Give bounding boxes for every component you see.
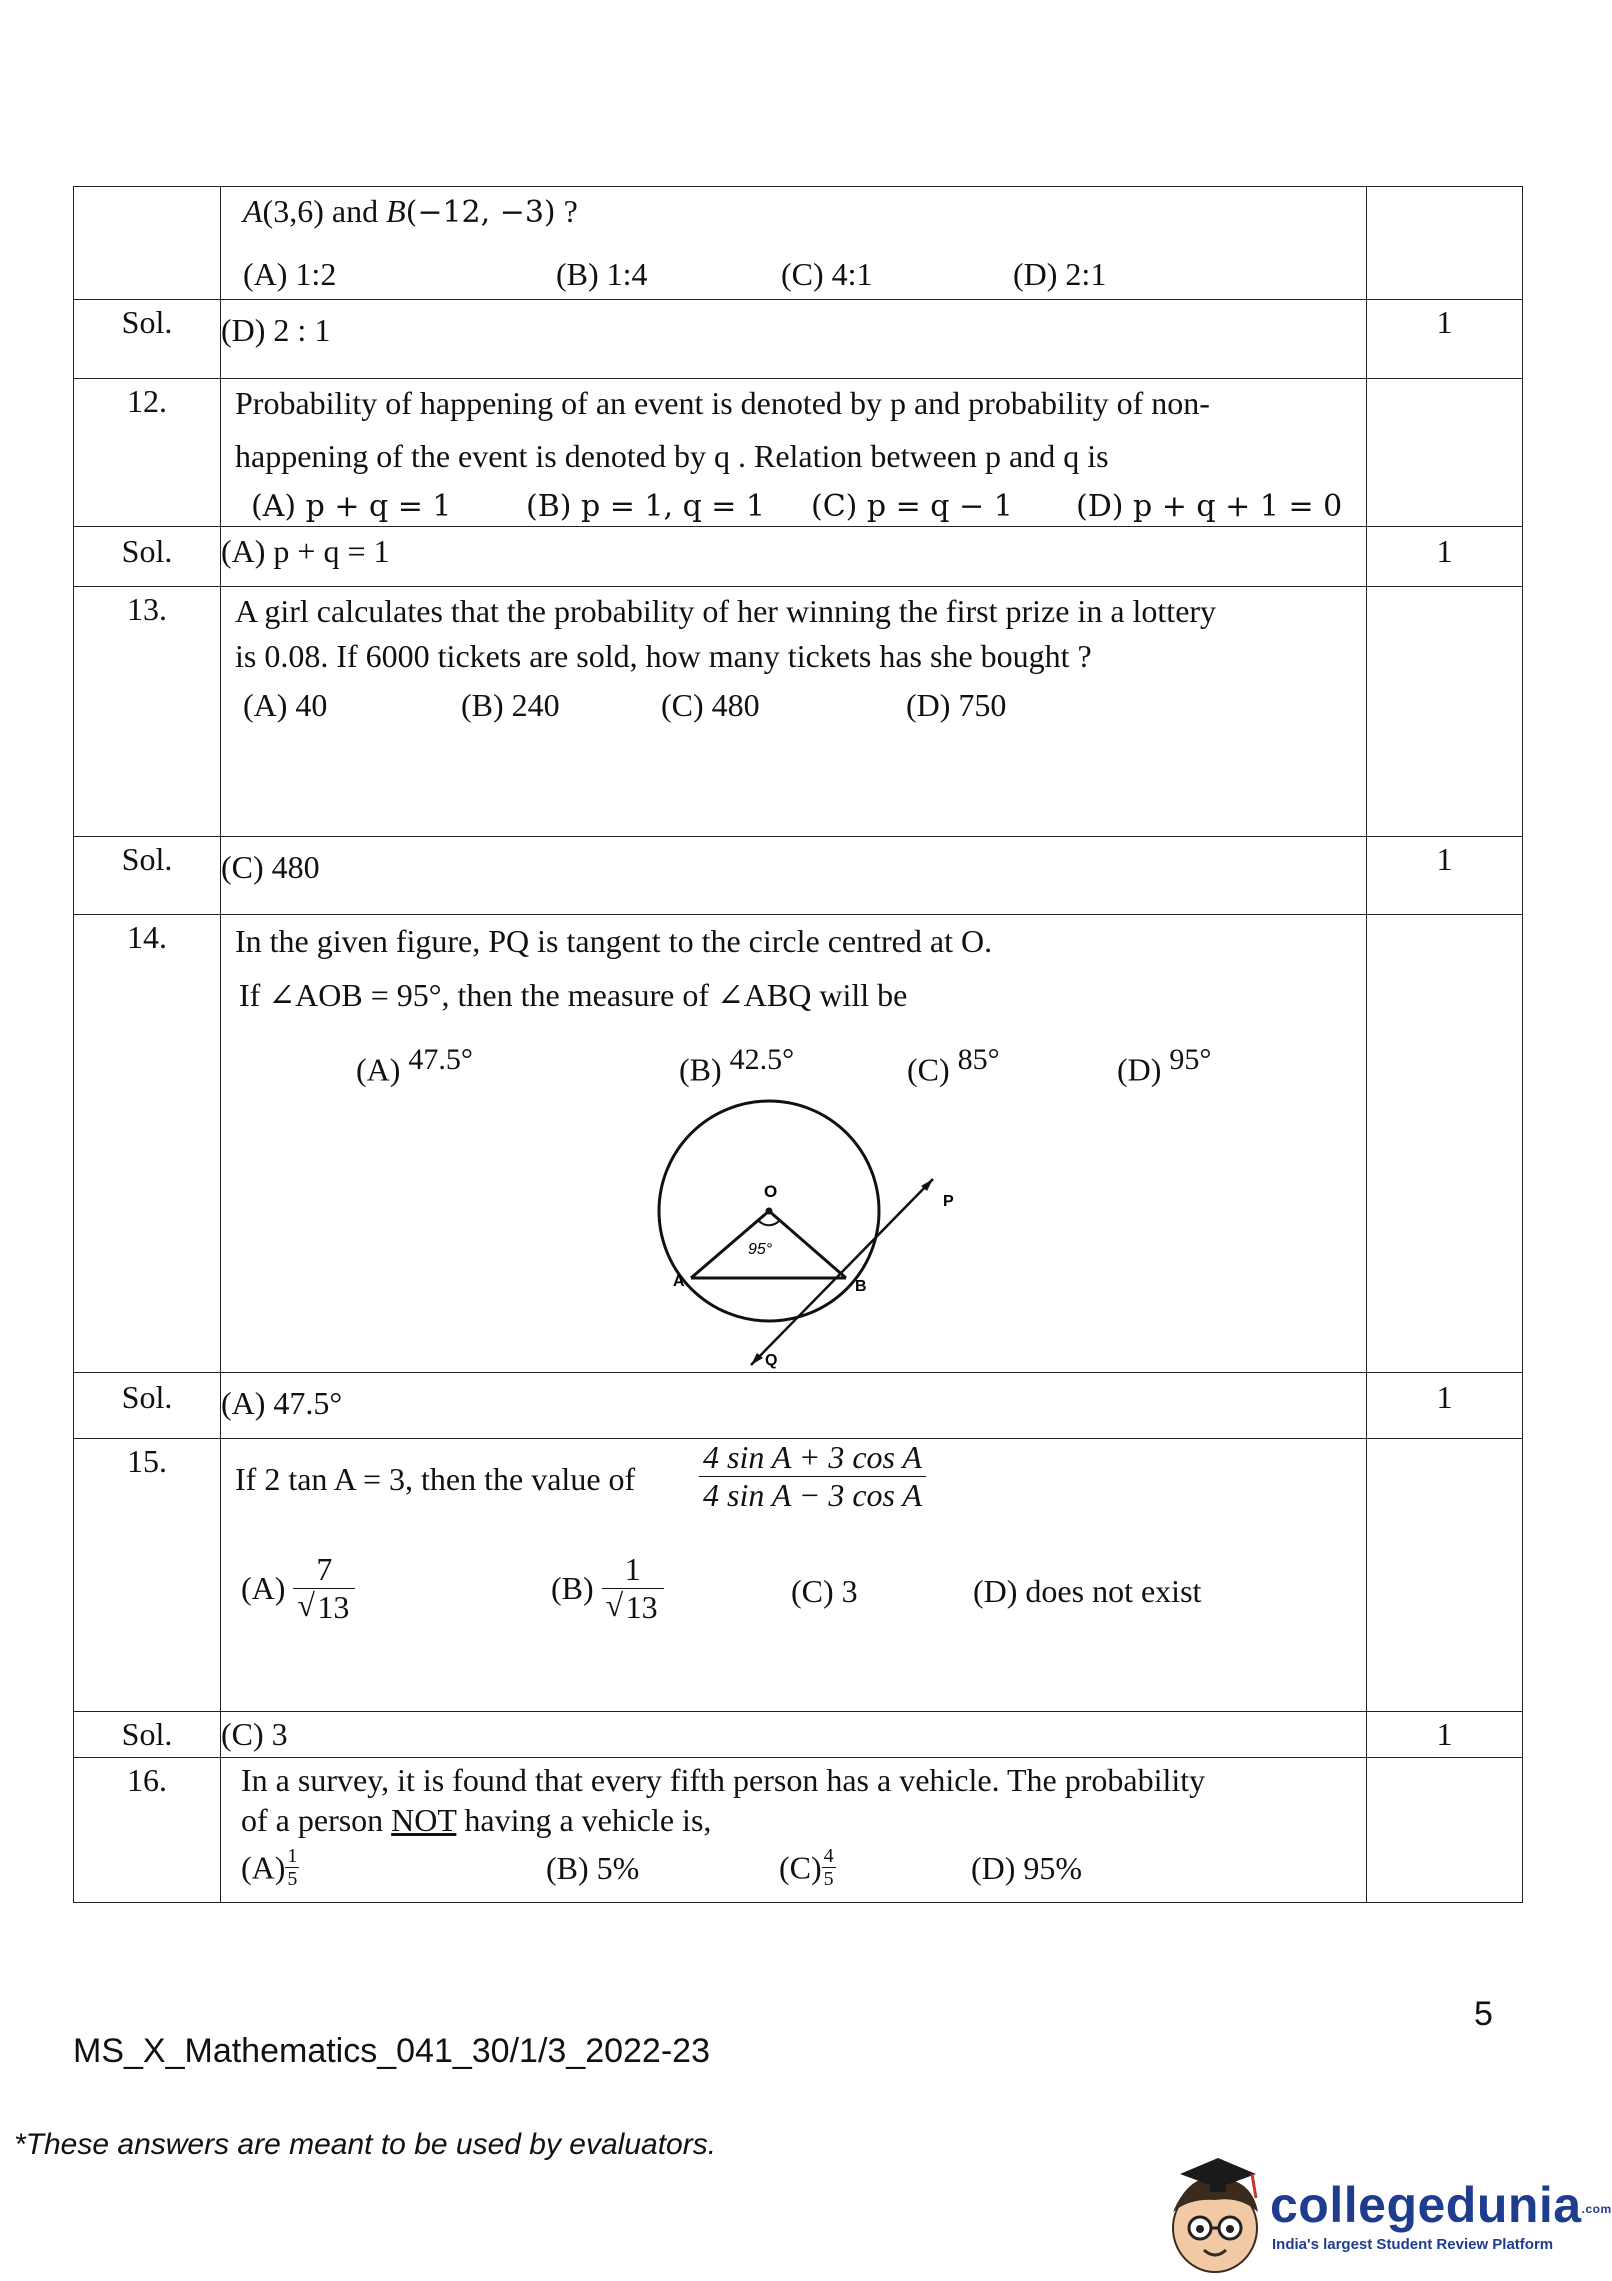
marks-value: 1 xyxy=(1367,837,1523,915)
solution-answer: (D) 2 : 1 xyxy=(221,300,1367,379)
question-number: 14. xyxy=(74,915,221,1373)
brand-name: collegedunia.com xyxy=(1270,2177,1612,2233)
option-c: (C) $\frac{4}{5}$ xyxy=(779,1844,834,1890)
marks-cell xyxy=(1367,587,1523,837)
question-number-cell xyxy=(74,187,221,300)
centre-dot xyxy=(766,1208,773,1215)
brand-logo[interactable] xyxy=(1160,2150,1612,2275)
option-b: (B) 1 √ 13 xyxy=(551,1551,664,1626)
brand-tagline: India's largest Student Review Platform xyxy=(1272,2236,1554,2253)
question-row xyxy=(74,1439,1523,1712)
marks-value: 1 xyxy=(1367,1373,1523,1439)
option-d: (D) does not exist xyxy=(973,1573,1202,1609)
angle-arc xyxy=(759,1221,779,1225)
solution-label: Sol. xyxy=(74,837,221,915)
label-p: P xyxy=(943,1193,954,1210)
option-c: (C) 480 xyxy=(661,687,760,723)
solution-row xyxy=(74,527,1523,587)
option-a: (A) 40 xyxy=(243,687,328,723)
option-c: (C) 4:1 xyxy=(781,256,873,292)
label-o: O xyxy=(764,1182,778,1201)
option-c: (C) p = q − 1 xyxy=(811,489,1013,524)
marks-cell xyxy=(1367,379,1523,527)
option-d: (D) p + q + 1 = 0 xyxy=(1076,489,1343,524)
option-a: (A) 1:2 xyxy=(243,256,337,292)
question-fraction: $\frac{\text{4 sin A + 3 cos A}}{\text{4 sin A − 3 cos A}}$ xyxy=(699,1439,926,1514)
question-text-line: is 0.08. If 6000 tickets are sold, how many tickets has she bought ? xyxy=(235,638,1092,674)
question-number: 15. xyxy=(74,1439,221,1712)
question-number: 12. xyxy=(74,379,221,527)
question-text-line: If ∠AOB = 95°, then the measure of ∠ABQ will be xyxy=(239,977,908,1013)
marks-cell xyxy=(1367,187,1523,300)
question-cell xyxy=(221,1757,1367,1902)
question-row xyxy=(74,587,1523,837)
document-code: MS_X_Mathematics_041_30/1/3_2022-23 xyxy=(73,2032,710,2070)
question-text-line: In a survey, it is found that every fifth person has a vehicle. The probability xyxy=(241,1761,1206,1798)
marking-scheme-table xyxy=(73,186,1523,1903)
question-cell xyxy=(221,587,1367,837)
solution-answer: (A) 47.5° xyxy=(221,1373,1367,1439)
option-b: (B) 240 xyxy=(461,687,560,723)
question-cell xyxy=(221,1439,1367,1712)
marks-value: 1 xyxy=(1367,300,1523,379)
solution-label: Sol. xyxy=(74,300,221,379)
question-cell xyxy=(221,379,1367,527)
question-text-line: happening of the event is denoted by q . Relation between p and q is xyxy=(235,438,1109,474)
solution-row xyxy=(74,1373,1523,1439)
question-row xyxy=(74,187,1523,300)
question-text-line: A girl calculates that the probability of her winning the first prize in a lottery xyxy=(235,593,1217,629)
question-text-line: In the given figure, PQ is tangent to the circle centred at O. xyxy=(235,923,993,959)
solution-row xyxy=(74,300,1523,379)
option-a: (A) p + q = 1 xyxy=(251,489,452,524)
solution-label: Sol. xyxy=(74,1373,221,1439)
option-d: (D) 2:1 xyxy=(1013,256,1107,292)
label-q: Q xyxy=(765,1352,778,1369)
solution-label: Sol. xyxy=(74,527,221,587)
question-row xyxy=(74,1757,1523,1902)
tangent-pq xyxy=(751,1179,933,1365)
option-d: (D) $^{95^\circ}$ xyxy=(1117,1043,1212,1088)
option-a: (A) 7 √ 13 xyxy=(241,1551,355,1626)
option-b: (B) 5% xyxy=(546,1849,640,1886)
marks-value: 1 xyxy=(1367,1712,1523,1758)
option-b: (B) $^{42.5^\circ}$ xyxy=(679,1043,795,1088)
marks-cell xyxy=(1367,1757,1523,1902)
solution-answer: (A) p + q = 1 xyxy=(221,527,1367,587)
question-cell xyxy=(221,915,1367,1373)
option-d: (D) 95% xyxy=(971,1849,1083,1886)
marks-value: 1 xyxy=(1367,527,1523,587)
solution-row xyxy=(74,1712,1523,1758)
solution-answer: (C) 480 xyxy=(221,837,1367,915)
option-b: (B) p = 1, q = 1 xyxy=(526,489,766,524)
option-a: (A) $^{47.5^\circ}$ xyxy=(356,1043,473,1088)
question-text-line: Probability of happening of an event is denoted by p and probability of non- xyxy=(235,385,1210,421)
solution-label: Sol. xyxy=(74,1712,221,1758)
option-c: (C) $^{85^\circ}$ xyxy=(907,1043,1000,1088)
option-c: (C) 3 xyxy=(791,1573,858,1609)
question-text-line: of a person NOT having a vehicle is, xyxy=(241,1801,712,1838)
question-row xyxy=(74,379,1523,527)
question-row xyxy=(74,915,1523,1373)
evaluator-note: *These answers are meant to be used by evaluators. xyxy=(14,2128,717,2161)
question-number: 16. xyxy=(74,1757,221,1902)
mascot-icon xyxy=(1160,2150,1270,2275)
solution-row xyxy=(74,837,1523,915)
question-cell xyxy=(221,187,1367,300)
circle-tangent-figure xyxy=(651,1091,981,1371)
label-a: A xyxy=(673,1273,685,1290)
marks-cell xyxy=(1367,1439,1523,1712)
question-number: 13. xyxy=(74,587,221,837)
radius-ob xyxy=(769,1211,846,1278)
option-d: (D) 750 xyxy=(906,687,1007,723)
question-text: A(3,6) and B(−12, −3) ? xyxy=(243,193,578,230)
marks-cell xyxy=(1367,915,1523,1373)
page-number: 5 xyxy=(1474,1995,1493,2033)
label-angle: 95° xyxy=(748,1241,773,1258)
solution-answer: (C) 3 xyxy=(221,1712,1367,1758)
option-b: (B) 1:4 xyxy=(556,256,648,292)
option-a: (A) $\frac{1}{5}$ xyxy=(241,1844,298,1890)
question-prefix: If 2 tan A = 3, then the value of xyxy=(235,1461,636,1497)
label-b: B xyxy=(855,1278,867,1295)
